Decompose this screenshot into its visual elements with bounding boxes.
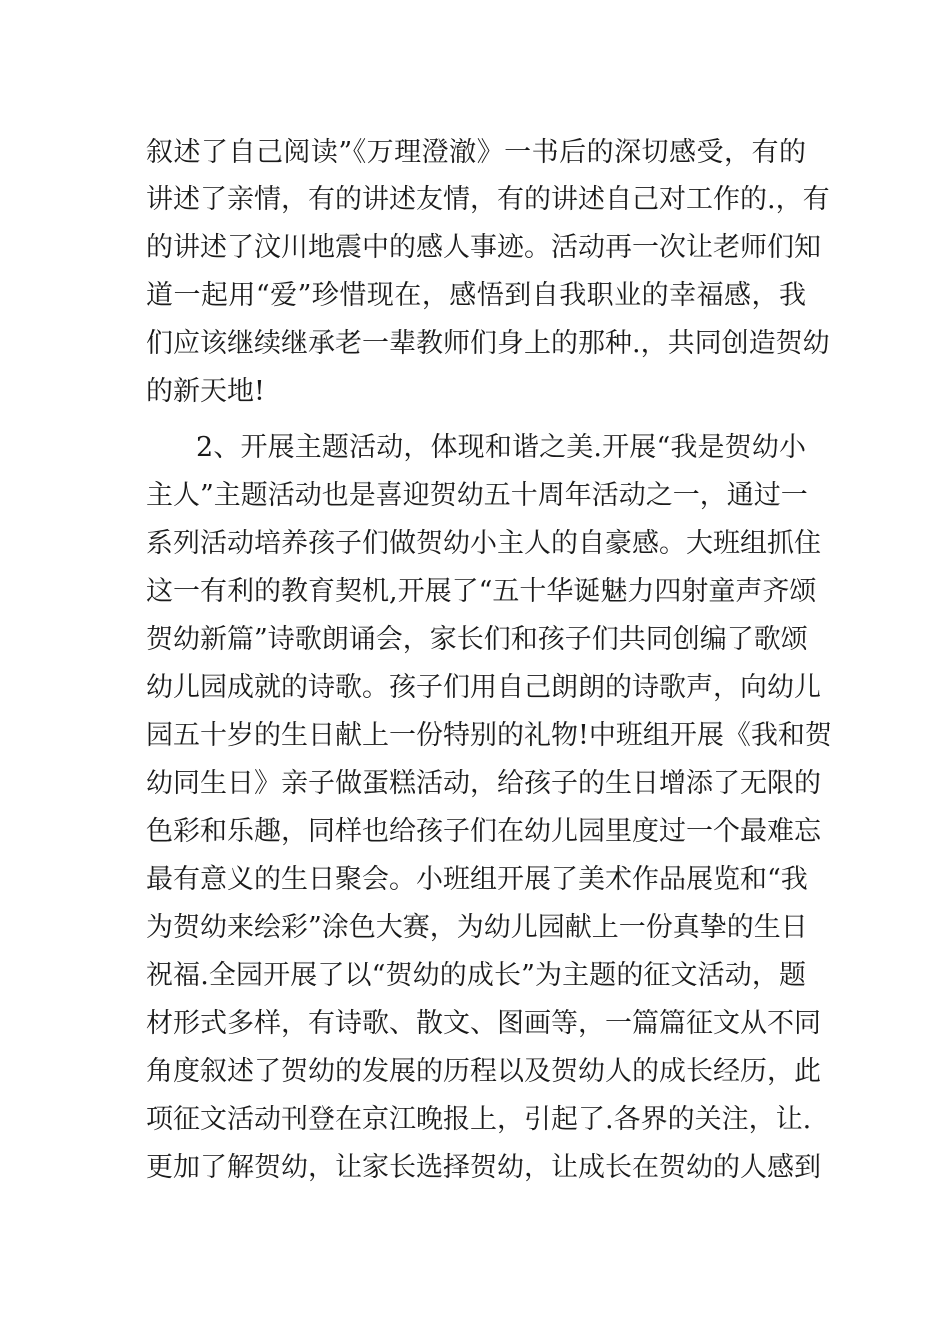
text-line: 色彩和乐趣，同样也给孩子们在幼儿园里度过一个最难忘 xyxy=(146,816,821,847)
text-line: 贺幼新篇”诗歌朗诵会，家长们和孩子们共同创编了歌颂 xyxy=(146,624,808,655)
text-line: 幼儿园成就的诗歌。孩子们用自己朗朗的诗歌声，向幼儿 xyxy=(146,672,821,703)
paragraph-start-line: 2、开展主题活动，体现和谐之美.开展“我是贺幼小 xyxy=(196,432,806,463)
text-line: 角度叙述了贺幼的发展的历程以及贺幼人的成长经历，此 xyxy=(146,1056,821,1087)
text-line: 项征文活动刊登在京江晚报上，引起了.各界的关注，让. xyxy=(146,1104,812,1135)
text-line: 为贺幼来绘彩”涂色大赛，为幼儿园献上一份真挚的生日 xyxy=(146,912,808,943)
text-line: 道一起用“爱”珍惜现在，感悟到自我职业的幸福感，我 xyxy=(146,280,806,311)
text-line: 系列活动培养孩子们做贺幼小主人的自豪感。大班组抓住 xyxy=(146,528,821,559)
text-line: 最有意义的生日聚会。小班组开展了美术作品展览和“我 xyxy=(146,864,808,895)
text-line: 幼同生日》亲子做蛋糕活动，给孩子的生日增添了无限的 xyxy=(146,768,821,799)
text-line: 这一有利的教育契机,开展了“五十华诞魅力四射童声齐颂 xyxy=(146,576,817,607)
text-line: 们应该继续继承老一辈教师们身上的那种.，共同创造贺幼 xyxy=(146,328,830,359)
text-line: 叙述了自己阅读”《万理澄澈》一书后的深切感受，有的 xyxy=(146,137,806,168)
text-line: 更加了解贺幼，让家长选择贺幼，让成长在贺幼的人感到 xyxy=(146,1152,821,1183)
text-line: 材形式多样，有诗歌、散文、图画等，一篇篇征文从不同 xyxy=(146,1008,821,1039)
text-line: 园五十岁的生日献上一份特别的礼物!中班组开展《我和贺 xyxy=(146,720,832,751)
text-line: 讲述了亲情，有的讲述友情，有的讲述自己对工作的.，有 xyxy=(146,184,830,215)
text-line: 主人”主题活动也是喜迎贺幼五十周年活动之一，通过一 xyxy=(146,480,808,511)
text-line: 的新天地! xyxy=(146,376,265,407)
text-line: 的讲述了汶川地震中的感人事迹。活动再一次让老师们知 xyxy=(146,232,821,263)
text-line: 祝福.全园开展了以“贺幼的成长”为主题的征文活动，题 xyxy=(146,960,806,991)
